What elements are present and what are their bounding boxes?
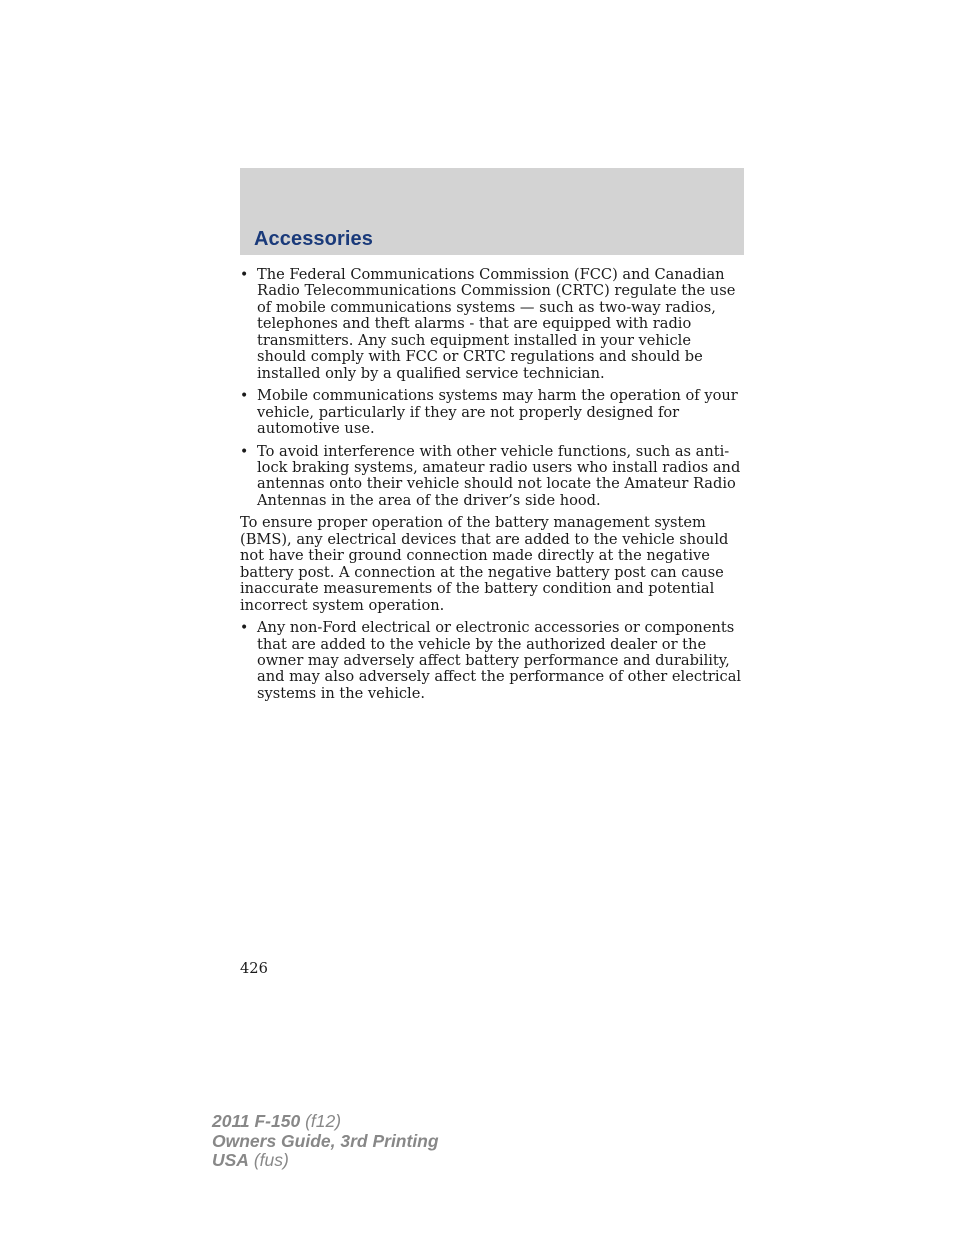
footer-line-market	[212, 1151, 439, 1171]
footer-model: 2011 F-150	[212, 1111, 301, 1131]
page-number: 426	[240, 960, 268, 977]
section-title: Accessories	[254, 228, 373, 250]
list-item	[240, 444, 744, 510]
footer-market: USA	[212, 1150, 249, 1170]
bullet-list	[240, 267, 744, 509]
page-content	[240, 267, 744, 708]
document-footer	[212, 1112, 439, 1171]
footer-line-guide	[212, 1132, 439, 1152]
list-item-text: Any non-Ford electrical or electronic accessories or components that are added to the vehicle by the authorized dealer or the owner may adversely affect battery performance and durability, and may also adversely affect the performance of other electrical systems in the vehicle.	[257, 619, 742, 702]
footer-market-code: (fus)	[253, 1150, 289, 1170]
list-item	[240, 267, 744, 382]
footer-line-model	[212, 1112, 439, 1132]
bullet-list	[240, 620, 744, 702]
list-item-text: The Federal Communications Commission (FCC) and Canadian Radio Telecommunications Commission (CRTC) regulate the use of mobile communications systems — such as two-way radios, telephones and theft alarms - that are equipped with radio transmitters. Any such equipment installed in your vehicle should comply with FCC or CRTC regulations and should be installed only by a qualified service technician.	[257, 266, 736, 382]
footer-model-code: (f12)	[305, 1111, 342, 1131]
footer-guide: Owners Guide, 3rd Printing	[212, 1130, 439, 1151]
list-item-text: To avoid interference with other vehicle functions, such as anti-lock braking systems, amateur radio users who install radios and antennas onto their vehicle should not locate the Amateur Radio Antennas in the area of the driver’s side hood.	[257, 442, 741, 509]
list-item-text: Mobile communications systems may harm the operation of your vehicle, particularly if they are not properly designed for automotive use.	[257, 387, 738, 438]
body-paragraph: To ensure proper operation of the battery management system (BMS), any electrical devices that are added to the vehicle should not have their ground connection made directly at the negative battery post. A connection at the negative battery post can cause inaccurate measurements of the battery condition and potential incorrect system operation.	[240, 514, 729, 614]
bullet-icon: •	[240, 388, 249, 405]
section-header-band	[240, 168, 744, 255]
bullet-icon: •	[240, 620, 249, 637]
list-item	[240, 388, 744, 437]
bullet-icon: •	[240, 267, 249, 283]
bullet-icon: •	[240, 443, 249, 460]
list-item	[240, 620, 744, 702]
